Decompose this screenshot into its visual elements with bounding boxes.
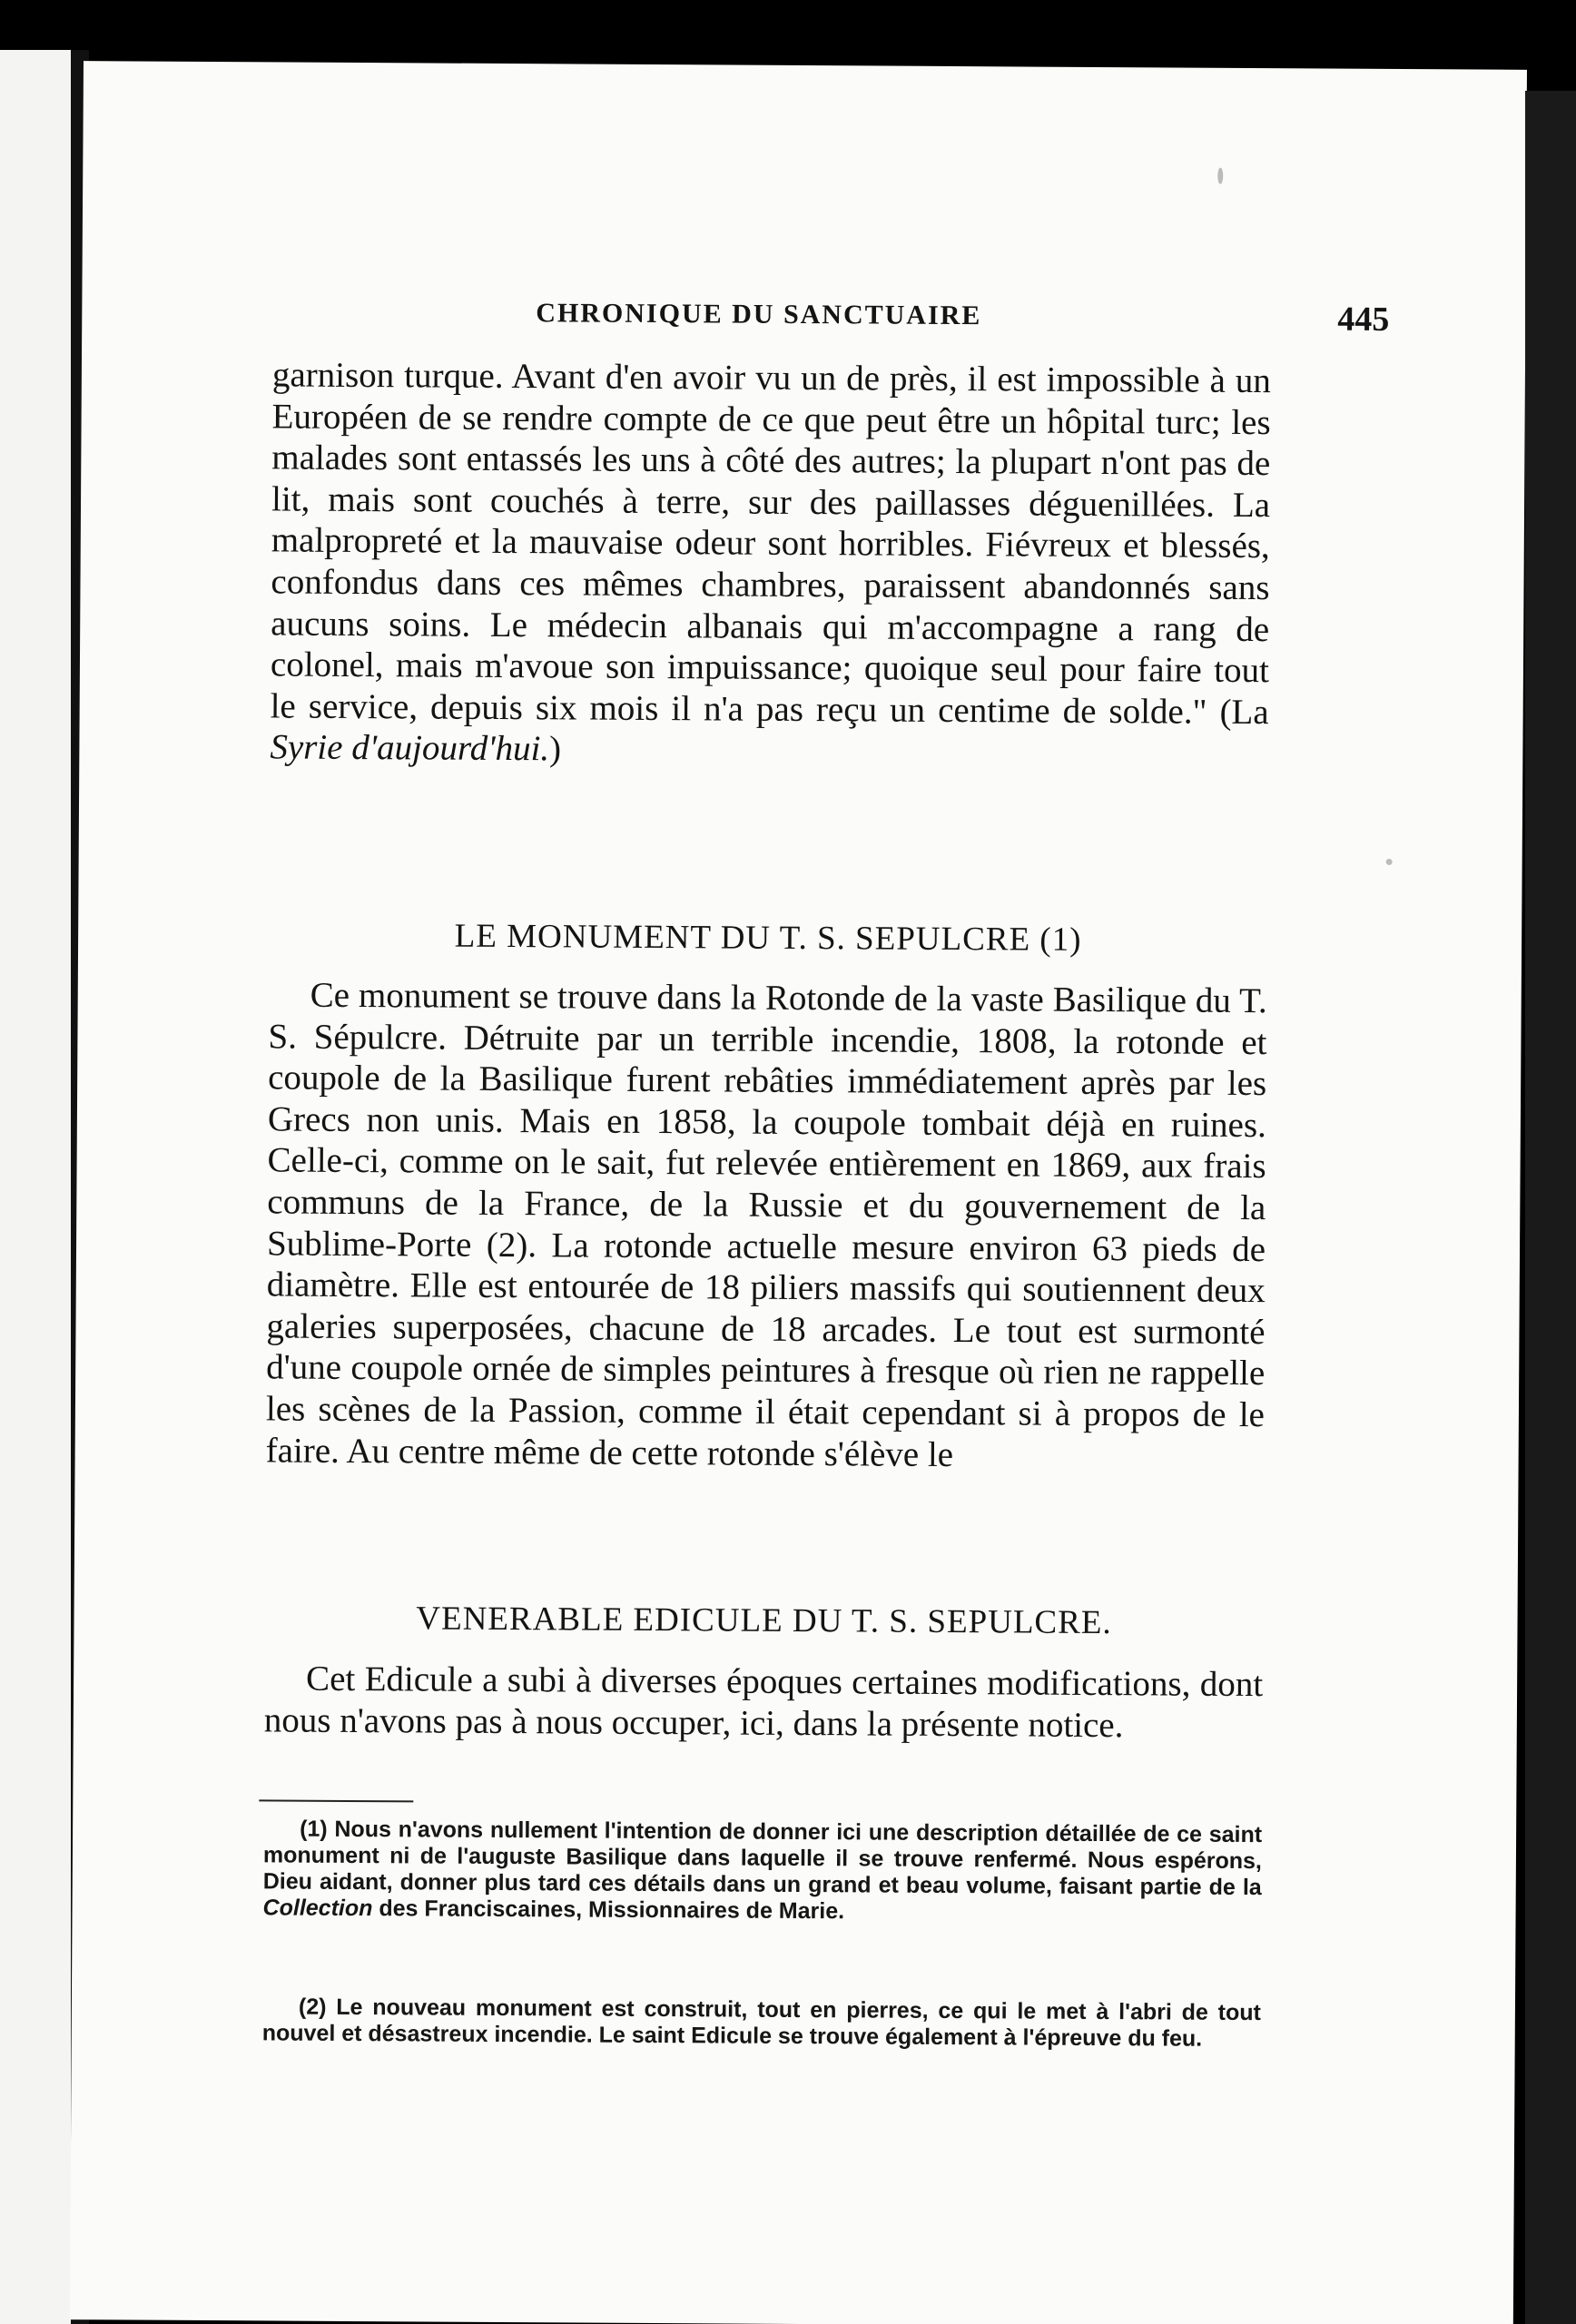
footnote: (2) Le nouveau monument est construit, tout en pierres, ce qui le met à l'abri de tout nouvel et désastreux incendie. Le saint Edicule se trouve également à l'épreuve du feu. (261, 1994, 1261, 2052)
book-page (70, 61, 1527, 2324)
footnote-divider (259, 1799, 413, 1802)
page-edge-shadow (1525, 91, 1576, 2324)
page-number: 445 (1337, 300, 1390, 339)
source-title: Syrie d'aujourd'hui. (270, 727, 550, 769)
body-paragraph: Cet Edicule a subi à diverses époques certaines modifications, dont nous n'avons pas à nous occuper, ici, dans la présente notice. (263, 1659, 1264, 1745)
previous-page-edge (0, 50, 71, 2324)
scan-speck (1217, 168, 1223, 184)
section-heading: VENERABLE EDICULE DU T. S. SEPULCRE. (416, 1600, 1112, 1642)
section-heading: LE MONUMENT DU T. S. SEPULCRE (1) (454, 917, 1082, 959)
footnote-italic: Collection (262, 1895, 373, 1922)
paragraph-closing: ) (548, 729, 562, 769)
scan-speck (1386, 859, 1393, 865)
footnote (263, 1816, 1263, 1927)
running-head (536, 298, 1389, 349)
footnote-text: des Franciscaines, Missionnaires de Marie. (372, 1896, 845, 1925)
running-title: CHRONIQUE DU SANCTUAIRE (536, 298, 982, 331)
paragraph-text: garnison turque. Avant d'en avoir vu un de près, il est impossible à un Européen de se rendre compte de ce que peut être un hôpital turc; les malades sont entassés les uns à côté des autres; la plupart n'ont pas de lit, mais sont couchés à terre, sur des paillasses déguenillées. La malpropreté et la mauvaise odeur sont horribles. Fiévreux et blessés, confondus dans ces mêmes chambres, paraissent abandonnés sans aucuns soins. Le médecin albanais qui m'accompagne a rang de colonel, mais m'avoue son impuissance; quoique seul pour faire tout le service, depuis six mois il n'a pas reçu un centime de solde." (La (270, 355, 1272, 732)
body-paragraph (270, 354, 1271, 774)
body-paragraph: Ce monument se trouve dans la Rotonde de la vaste Basilique du T. S. Sépulcre. Détruite par un terrible incendie, 1808, la rotonde et coupole de la Basilique furent rebâties immédiatement après par les Grecs non unis. Mais en 1858, la coupole tombait déjà en ruines. Celle-ci, comme on le sait, fut relevée entièrement en 1869, aux frais communs de la France, de la Russie et du gouvernement de la Sublime-Porte (2). La rotonde actuelle mesure environ 63 pieds de diamètre. Elle est entourée de 18 piliers massifs qui soutiennent deux galeries superposées, chacune de 18 arcades. Le tout est surmonté d'une coupole ornée de simples peintures à fresque où rien ne rappelle les scènes de la Passion, comme il était cependant si à propos de le faire. Au centre même de cette rotonde s'élève le (265, 975, 1267, 1474)
footnote-text: (1) Nous n'avons nullement l'intention de donner ici une description détaillée de ce saint monument ni de l'auguste Basilique dans laquelle il se trouve renfermé. Nous espérons, Dieu aidant, donner plus tard ces détails dans un grand et beau volume, faisant partie de la (262, 1816, 1263, 1901)
